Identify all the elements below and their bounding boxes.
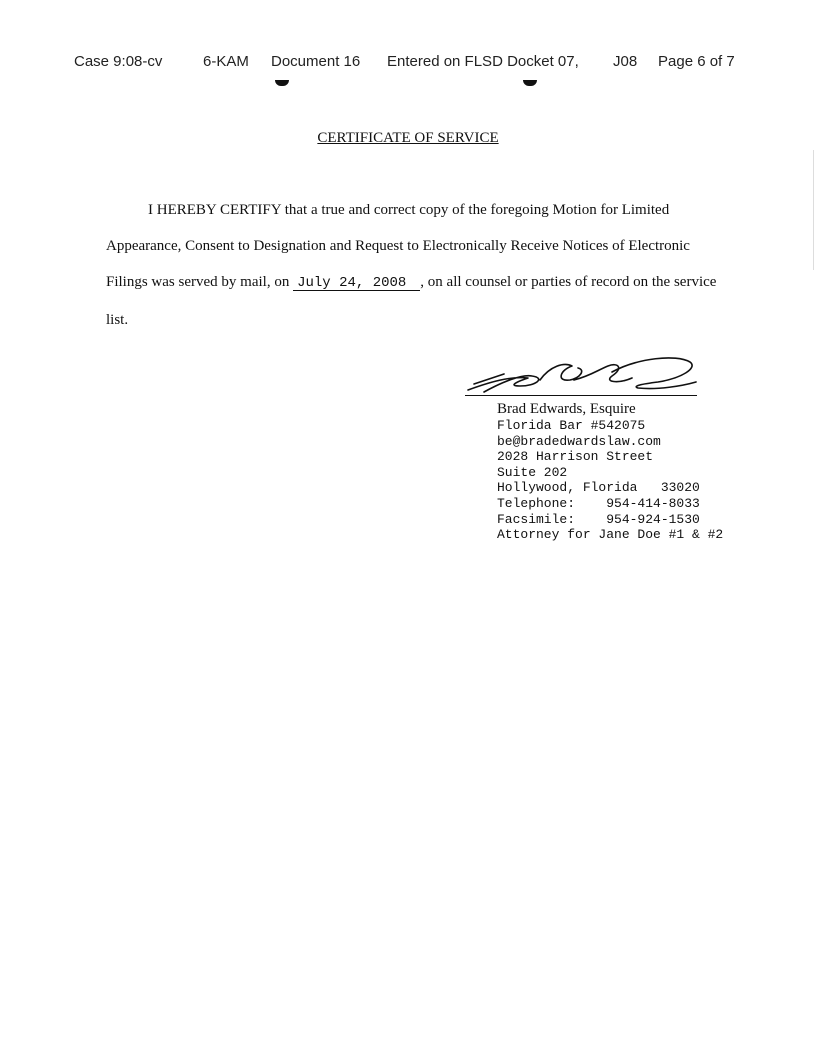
body-line-3-prefix: Filings was served by mail, on	[106, 274, 290, 290]
case-suffix: 6-KAM	[203, 53, 249, 70]
body-line-4: list.	[106, 312, 129, 328]
city-state-zip: Hollywood, Florida 33020	[497, 480, 700, 496]
punch-mark-left	[275, 80, 289, 86]
document-number: Document 16	[271, 53, 361, 70]
body-line-1: I HEREBY CERTIFY that a true and correct copy of the foregoing Motion for Limited	[148, 202, 670, 218]
signature-image	[462, 352, 702, 396]
body-line-2: Appearance, Consent to Designation and Request to Electronically Receive Notices of Electronic	[106, 238, 690, 254]
page-number: Page 6 of 7	[658, 53, 735, 70]
case-number: Case 9:08-cv	[74, 53, 163, 70]
punch-mark-right	[523, 80, 537, 86]
attorney-email: be@bradedwardslaw.com	[497, 433, 661, 449]
florida-bar-number: Florida Bar #542075	[497, 418, 646, 433]
attorney-for: Attorney for Jane Doe #1 & #2	[497, 527, 724, 543]
body-line-3	[106, 274, 716, 291]
facsimile: Facsimile: 954-924-1530	[497, 511, 700, 527]
street-address: 2028 Harrison Street	[497, 449, 654, 465]
signature-block	[497, 401, 723, 543]
suite: Suite 202	[497, 464, 568, 480]
attorney-name: Brad Edwards, Esquire	[497, 401, 636, 417]
body-line-3-suffix: , on all counsel or parties of record on the service	[420, 274, 717, 290]
certificate-title: CERTIFICATE OF SERVICE	[317, 130, 499, 146]
telephone: Telephone: 954-414-8033	[497, 495, 700, 511]
docket-year: J08	[613, 53, 638, 70]
service-date: July 24, 2008	[293, 276, 420, 291]
signature-line	[465, 395, 697, 396]
docket-entry: Entered on FLSD Docket 07,	[387, 53, 579, 70]
scan-edge	[813, 150, 814, 270]
